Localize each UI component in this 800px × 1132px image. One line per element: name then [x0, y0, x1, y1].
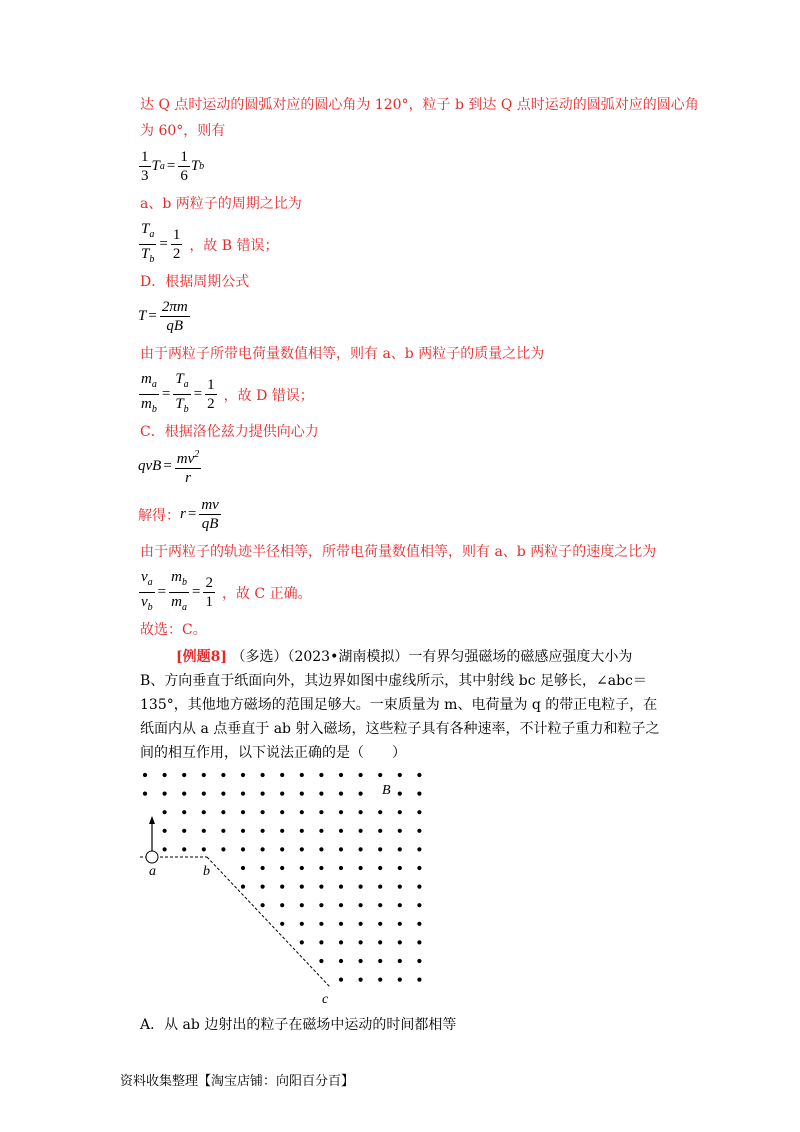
field-dot — [417, 940, 421, 944]
field-dot — [202, 847, 206, 851]
answer-text-line-7: 由于两粒子的轨迹半径相等，所带电荷量数值相等，则有 a、b 两粒子的速度之比为 — [140, 544, 657, 560]
field-dot — [241, 773, 245, 777]
field-dot — [143, 792, 147, 796]
page-footer: 资料收集整理【淘宝店铺：向阳百分百】 — [120, 1074, 355, 1089]
field-dot — [163, 829, 167, 833]
option-a: A．从 ab 边射出的粒子在磁场中运动的时间都相等 — [140, 1017, 457, 1033]
field-dot — [300, 940, 304, 944]
answer-text-line-1: 达 Q 点时运动的圆弧对应的圆心角为 120°，粒子 b 到达 Q 点时运动的圆弧对应的圆心角 — [140, 97, 699, 113]
field-dot — [280, 810, 284, 814]
field-dot — [182, 792, 186, 796]
field-dot — [202, 829, 206, 833]
field-dot — [163, 773, 167, 777]
magnetic-field-figure — [130, 765, 440, 1010]
field-dot — [359, 885, 363, 889]
field-dot — [300, 866, 304, 870]
field-dot — [202, 810, 206, 814]
field-dot — [359, 829, 363, 833]
field-dot — [221, 773, 225, 777]
field-dot — [339, 792, 343, 796]
field-dot — [398, 959, 402, 963]
field-dot — [182, 829, 186, 833]
field-dot — [378, 940, 382, 944]
field-dot — [241, 792, 245, 796]
field-dot — [163, 847, 167, 851]
field-dot — [300, 810, 304, 814]
field-dot — [182, 810, 186, 814]
field-dot — [319, 940, 323, 944]
field-dot — [241, 810, 245, 814]
field-dot — [163, 810, 167, 814]
field-dot — [182, 847, 186, 851]
field-dot — [398, 810, 402, 814]
field-dot — [261, 903, 265, 907]
field-dot — [280, 829, 284, 833]
field-dot — [378, 978, 382, 982]
field-dot — [280, 847, 284, 851]
equation-mass-ratio: $\frac{m_a}{m_b}$ = $\frac{T_a}{T_b}$ = $\frac{1}{2}$ ，故 D 错误； — [141, 371, 314, 415]
field-dot — [319, 810, 323, 814]
field-dot — [261, 773, 265, 777]
field-dot — [339, 866, 343, 870]
field-dot — [339, 903, 343, 907]
field-dot — [398, 847, 402, 851]
problem-statement — [140, 645, 660, 765]
field-dot — [241, 829, 245, 833]
field-dot — [300, 773, 304, 777]
field-dot — [417, 922, 421, 926]
field-dot — [319, 922, 323, 926]
boundary-bc — [207, 857, 330, 987]
field-dot — [319, 829, 323, 833]
field-dot — [319, 773, 323, 777]
field-dot — [319, 792, 323, 796]
field-dot — [359, 866, 363, 870]
field-dot — [280, 922, 284, 926]
field-dot — [202, 792, 206, 796]
field-dot — [339, 829, 343, 833]
equation-radius: 解得： r = $\frac{mv}{qB}$ — [138, 497, 219, 532]
field-dot — [261, 810, 265, 814]
field-dot — [417, 847, 421, 851]
answer-text-line-6: C．根据洛伦兹力提供向心力 — [140, 424, 319, 440]
field-dot — [417, 903, 421, 907]
field-dot — [359, 773, 363, 777]
equation-lorentz-force: qvB = $\frac{mv^2}{r}$ — [138, 446, 202, 487]
field-dot — [339, 847, 343, 851]
field-dot — [319, 885, 323, 889]
field-dot — [300, 847, 304, 851]
field-dot — [300, 903, 304, 907]
field-dot — [378, 847, 382, 851]
equation-period-ratio: $\frac{T_a}{T_b}$ = $\frac{1}{2}$ ，故 B 错误； — [141, 221, 279, 265]
field-dot — [359, 922, 363, 926]
field-dot — [280, 773, 284, 777]
field-dot — [300, 885, 304, 889]
equation-period-relation: $\frac{1}{3}$ T a = $\frac{1}{6}$ T b — [141, 149, 205, 184]
field-dot — [417, 885, 421, 889]
particle-entry-point — [146, 851, 158, 863]
field-dot — [319, 866, 323, 870]
equation-period-formula: T = $\frac{2\pi m}{qB}$ — [138, 299, 188, 334]
label-b: b — [203, 864, 210, 879]
field-dot — [241, 866, 245, 870]
equation-velocity-ratio: $\frac{v_a}{v_b}$ = $\frac{m_b}{m_a}$ = $\frac{2}{1}$ ，故 C 正确。 — [141, 569, 312, 613]
field-dot — [417, 810, 421, 814]
field-dot — [339, 959, 343, 963]
field-dot — [359, 847, 363, 851]
field-dot — [300, 922, 304, 926]
field-dot — [143, 773, 147, 777]
answer-text-line-3: a、b 两粒子的周期之比为 — [140, 196, 302, 212]
field-dot — [339, 885, 343, 889]
field-dot — [398, 903, 402, 907]
field-dot — [359, 810, 363, 814]
field-dot — [359, 978, 363, 982]
field-dot — [261, 792, 265, 796]
field-dot — [261, 847, 265, 851]
field-dot — [378, 885, 382, 889]
field-dot — [378, 810, 382, 814]
field-dot — [378, 922, 382, 926]
field-dot — [378, 773, 382, 777]
field-dot — [163, 792, 167, 796]
field-dot — [300, 792, 304, 796]
velocity-arrowhead — [149, 816, 155, 824]
field-dot — [339, 773, 343, 777]
field-dot — [339, 922, 343, 926]
answer-conclusion: 故选：C。 — [140, 622, 207, 638]
field-dot — [319, 847, 323, 851]
field-dot — [261, 885, 265, 889]
answer-text-line-2: 为 60°，则有 — [140, 123, 226, 139]
field-dot — [300, 829, 304, 833]
field-dot — [202, 773, 206, 777]
field-dot — [378, 959, 382, 963]
field-dot — [398, 940, 402, 944]
field-dot — [221, 810, 225, 814]
field-dot — [280, 885, 284, 889]
field-dot — [417, 959, 421, 963]
field-dot — [339, 940, 343, 944]
field-dot — [417, 978, 421, 982]
field-dot — [261, 829, 265, 833]
field-dot — [398, 922, 402, 926]
field-dot — [417, 792, 421, 796]
field-dot — [319, 903, 323, 907]
field-dot — [339, 810, 343, 814]
label-c: c — [322, 992, 329, 1007]
field-dot — [398, 866, 402, 870]
field-dot — [398, 792, 402, 796]
field-dot — [359, 959, 363, 963]
field-dot — [398, 829, 402, 833]
field-dot — [280, 792, 284, 796]
field-dot — [417, 829, 421, 833]
field-dot — [221, 829, 225, 833]
problem-text: （多选）（2023•湖南模拟）一有界匀强磁场的磁感应强度大小为 B、方向垂直于纸面向外，其边界如图中虚线所示，其中射线 bc 足够长，∠abc＝135°，其他地方磁场的范围足够大。一束质量为 m、电荷量为 q 的带正电粒子，在纸面内从 a 点垂直于 ab 射入磁场，这些粒子具有各种速率，不计粒子重力和粒子之间的相互作用，以下说法正确的是（ ） — [140, 649, 660, 761]
example-tag: [例题8] — [176, 649, 227, 665]
field-dot — [221, 847, 225, 851]
field-dot — [359, 903, 363, 907]
field-dot — [319, 959, 323, 963]
field-dot — [221, 792, 225, 796]
field-dot — [359, 940, 363, 944]
field-dot — [398, 978, 402, 982]
field-dot — [339, 978, 343, 982]
field-dot — [417, 866, 421, 870]
field-dot — [398, 885, 402, 889]
field-dot — [182, 773, 186, 777]
field-dot — [241, 847, 245, 851]
field-dot — [417, 773, 421, 777]
field-dot — [261, 866, 265, 870]
answer-text-line-5: 由于两粒子所带电荷量数值相等，则有 a、b 两粒子的质量之比为 — [140, 346, 545, 362]
field-dot — [398, 773, 402, 777]
field-dot — [359, 792, 363, 796]
field-dot — [378, 903, 382, 907]
field-dot — [280, 903, 284, 907]
answer-text-line-4: D．根据周期公式 — [140, 274, 250, 290]
label-a: a — [149, 864, 156, 879]
field-dot — [378, 866, 382, 870]
field-dots — [143, 773, 422, 982]
field-dot — [280, 866, 284, 870]
field-dot — [241, 885, 245, 889]
label-B: B — [382, 783, 391, 798]
field-dot — [378, 829, 382, 833]
